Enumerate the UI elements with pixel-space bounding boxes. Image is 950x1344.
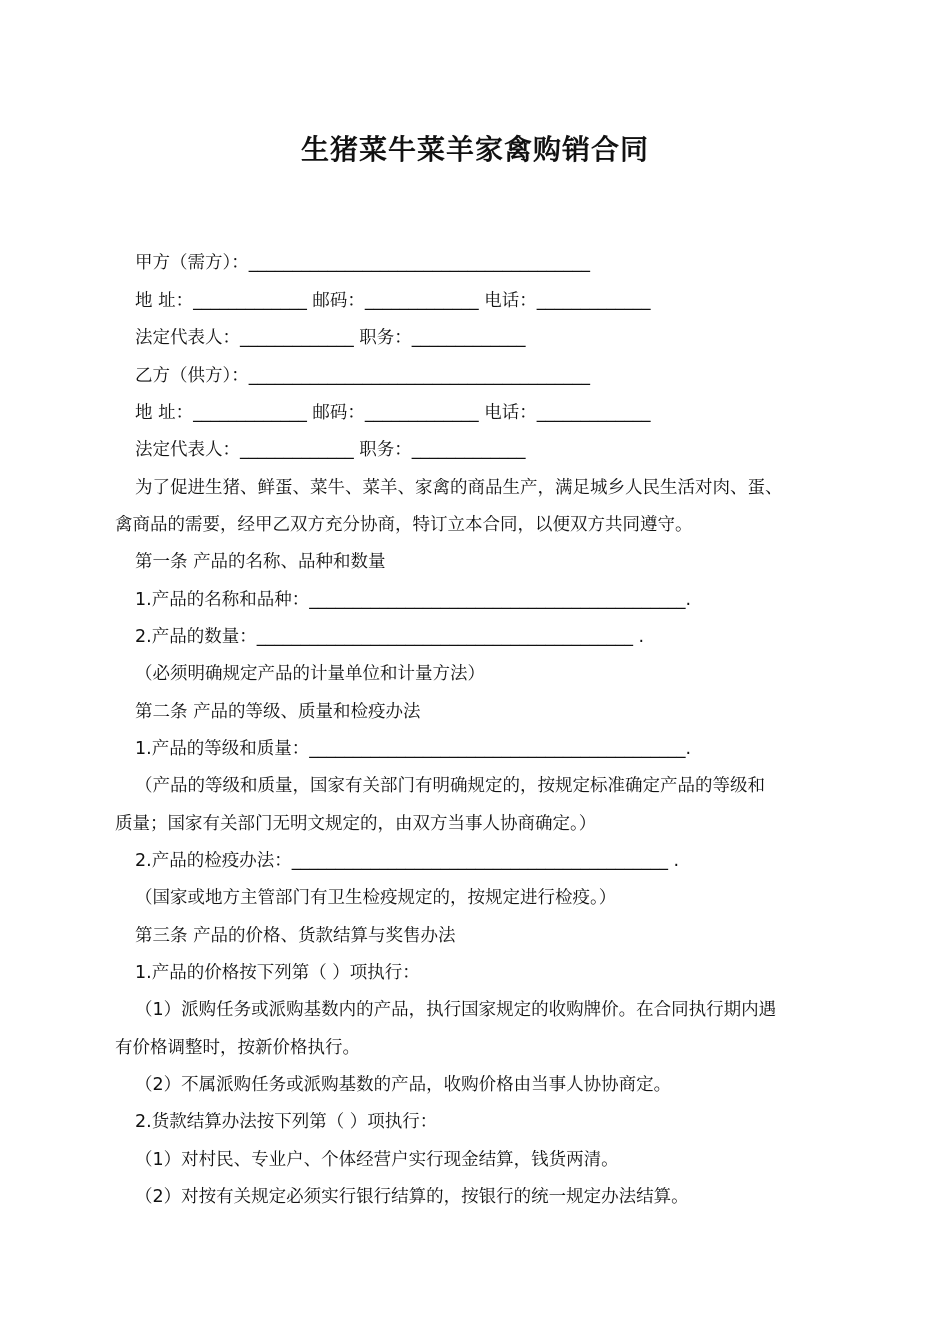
article-3-item-1: 1.产品的价格按下列第（ ）项执行： bbox=[135, 963, 420, 983]
article-2-item-1: 1.产品的等级和质量：___________________________________________. bbox=[135, 739, 692, 759]
article-3-item-2-option-1: （1）对村民、专业户、个体经营户实行现金结算，钱货两清。 bbox=[135, 1150, 619, 1170]
article-3-item-2-option-2: （2）对按有关规定必须实行银行结算的，按银行的统一规定办法结算。 bbox=[135, 1187, 689, 1207]
article-1-note: （必须明确规定产品的计量单位和计量方法） bbox=[135, 664, 485, 684]
article-2-heading: 第二条 产品的等级、质量和检疫办法 bbox=[135, 702, 421, 722]
party-a-line: 甲方（需方）：_______________________________________ bbox=[135, 253, 590, 273]
article-2-note-line-2: 质量；国家有关部门无明文规定的，由双方当事人协商确定。） bbox=[115, 814, 597, 834]
article-1-heading: 第一条 产品的名称、品种和数量 bbox=[135, 552, 386, 572]
article-3-heading: 第三条 产品的价格、货款结算与奖售办法 bbox=[135, 926, 456, 946]
party-b-representative-line: 法定代表人：_____________ 职务：_____________ bbox=[135, 440, 526, 460]
party-b-line: 乙方（供方）：_______________________________________ bbox=[135, 366, 590, 386]
article-3-item-1-option-1-line-2: 有价格调整时，按新价格执行。 bbox=[115, 1038, 360, 1058]
preamble-line-1: 为了促进生猪、鲜蛋、菜牛、菜羊、家禽的商品生产，满足城乡人民生活对肉、蛋、 bbox=[135, 478, 783, 498]
document-title: 生猪菜牛菜羊家禽购销合同 bbox=[300, 133, 649, 166]
party-a-address-line: 地 址：_____________ 邮码：_____________ 电话：_____________ bbox=[135, 291, 651, 311]
article-2-note-2: （国家或地方主管部门有卫生检疫规定的，按规定进行检疫。） bbox=[135, 888, 617, 908]
article-3-item-2: 2.货款结算办法按下列第（ ）项执行： bbox=[135, 1112, 438, 1132]
party-b-address-line: 地 址：_____________ 邮码：_____________ 电话：_____________ bbox=[135, 403, 651, 423]
party-a-representative-line: 法定代表人：_____________ 职务：_____________ bbox=[135, 328, 526, 348]
article-1-item-2: 2.产品的数量：___________________________________________ . bbox=[135, 627, 645, 647]
article-2-note-line-1: （产品的等级和质量，国家有关部门有明确规定的，按规定标准确定产品的等级和 bbox=[135, 776, 765, 796]
article-2-item-2: 2.产品的检疫办法：___________________________________________ . bbox=[135, 851, 680, 871]
article-1-item-1: 1.产品的名称和品种：___________________________________________. bbox=[135, 590, 692, 610]
preamble-line-2: 禽商品的需要，经甲乙双方充分协商，特订立本合同，以便双方共同遵守。 bbox=[115, 515, 693, 535]
article-3-item-1-option-2: （2）不属派购任务或派购基数的产品，收购价格由当事人协协商定。 bbox=[135, 1075, 672, 1095]
article-3-item-1-option-1-line-1: （1）派购任务或派购基数内的产品，执行国家规定的收购牌价。在合同执行期内遇 bbox=[135, 1000, 777, 1020]
